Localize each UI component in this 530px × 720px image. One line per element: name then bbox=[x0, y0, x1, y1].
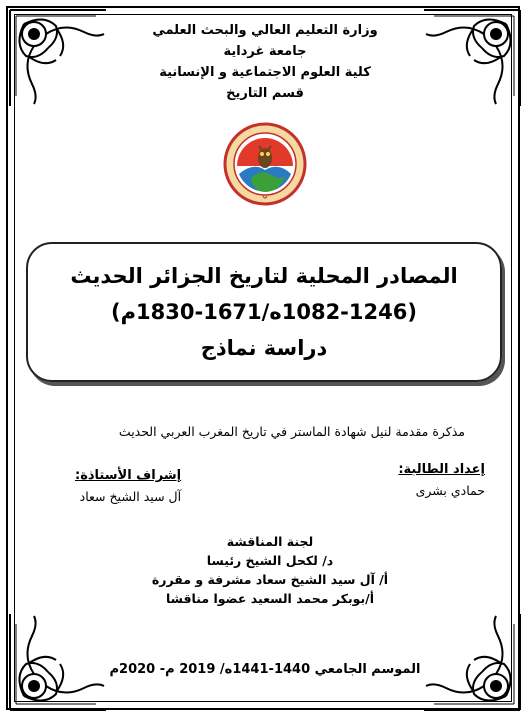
ornament-corner-icon bbox=[418, 4, 526, 112]
ornament-corner-icon bbox=[4, 608, 112, 716]
ornament-corner-icon bbox=[4, 4, 112, 112]
department-name: قسم التاريخ bbox=[226, 86, 304, 101]
university-name: جامعة غرداية bbox=[223, 44, 307, 59]
faculty-name: كلية العلوم الاجتماعية و الإنسانية bbox=[159, 65, 371, 80]
committee-member: د/ لكحل الشيخ رئيسا bbox=[206, 553, 334, 568]
thesis-date-range: (1082-1246ه/1671-1830م) bbox=[111, 300, 417, 324]
student-name: حمادي بشرى bbox=[415, 483, 485, 498]
supervisor-label: إشراف الأستاذة: bbox=[75, 468, 182, 483]
committee-title: لجنة المناقشة bbox=[226, 534, 314, 549]
committee-member: أ/بوبكر محمد السعيد عضوا مناقشا bbox=[165, 591, 375, 606]
ministry-name: وزارة التعليم العالي والبحث العلمي bbox=[152, 23, 378, 38]
supervisor-name: آل سيد الشيخ سعاد bbox=[79, 489, 182, 504]
thesis-title-box bbox=[26, 242, 502, 382]
institution-header bbox=[120, 20, 410, 104]
committee-block bbox=[110, 532, 430, 608]
degree-statement: مذكرة مقدمة لنيل شهادة الماستر في تاريخ المغرب العربي الحديث bbox=[118, 424, 465, 439]
university-seal-icon bbox=[223, 122, 307, 206]
thesis-title: المصادر المحلية لتاريخ الجزائر الحديث bbox=[70, 264, 458, 288]
academic-year: الموسم الجامعي 1440-1441ه/ 2019 م- 2020م bbox=[109, 662, 421, 677]
ornament-corner-icon bbox=[418, 608, 526, 716]
thesis-subtitle: دراسة نماذج bbox=[200, 336, 328, 360]
student-block bbox=[398, 462, 485, 498]
student-label: إعداد الطالبة: bbox=[398, 462, 485, 477]
committee-member: أ/ آل سيد الشيخ سعاد مشرفة و مقررة bbox=[151, 572, 389, 587]
supervisor-block bbox=[75, 468, 181, 504]
